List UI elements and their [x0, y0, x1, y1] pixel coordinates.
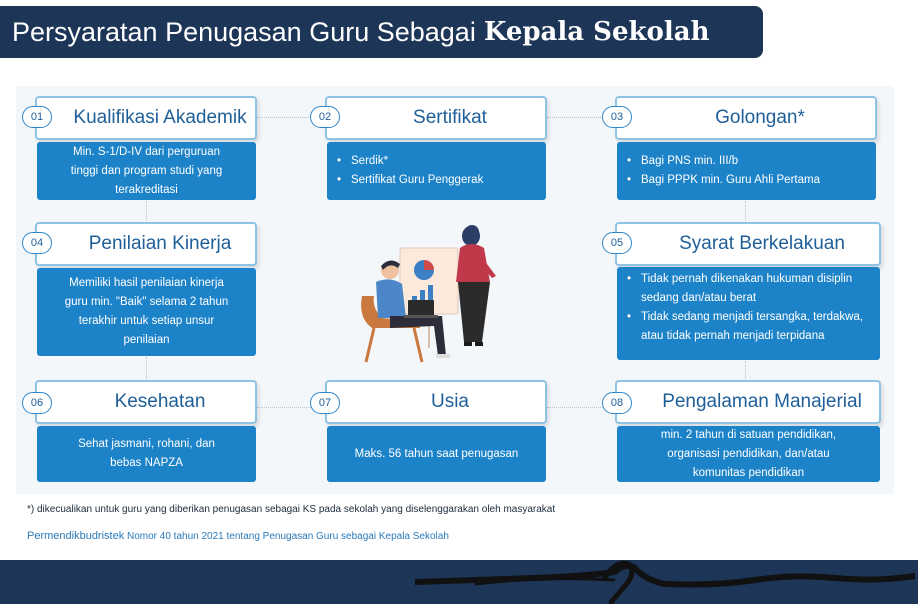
source-reference: [27, 530, 449, 542]
card-body-penilaian-kinerja: [37, 268, 256, 356]
card-text-line: Sehat jasmani, rohani, dan: [78, 438, 215, 450]
card-number: 05: [602, 232, 632, 254]
page-title: [0, 6, 763, 58]
card-body-kesehatan: [37, 426, 256, 482]
card-text-line: terakreditasi: [115, 183, 178, 196]
card-bullet: • Bagi PNS min. III/b: [627, 152, 876, 171]
connector: [745, 201, 746, 221]
card-text-line: Min. S-1/D-IV dari perguruan: [72, 145, 220, 158]
connector: [745, 361, 746, 379]
title-regular: Persyaratan Penugasan Guru Sebagai: [12, 16, 476, 47]
card-number: 04: [22, 232, 52, 254]
card-heading-penilaian-kinerja: Penilaian Kinerja: [35, 222, 257, 266]
card-number: 06: [22, 392, 52, 414]
card-text-line: min. 2 tahun di satuan pendidikan,: [660, 428, 837, 441]
card-heading-pengalaman-manajerial: Pengalaman Manajerial: [615, 380, 881, 424]
source-rest: Nomor 40 tahun 2021 tentang Penugasan Guru sebagai Kepala Sekolah: [127, 531, 449, 542]
card-text-line: bebas NAPZA: [110, 457, 183, 469]
card-text-line: komunitas pendidikan: [692, 466, 805, 479]
card-text-line: Maks. 56 tahun saat penugasan: [354, 447, 519, 460]
card-number: 08: [602, 392, 632, 414]
card-heading-kesehatan: Kesehatan: [35, 380, 257, 424]
footnote: *) dikecualikan untuk guru yang diberikan penugasan sebagai KS pada sekolah yang diselenggarakan oleh masyarakat: [27, 504, 556, 515]
source-lead: Permendikbudristek: [27, 530, 125, 542]
card-heading-usia: Usia: [325, 380, 547, 424]
card-text-line: penilaian: [123, 334, 170, 346]
signature-scribble: [415, 558, 915, 604]
card-number: 02: [310, 106, 340, 128]
card-number: 07: [310, 392, 340, 414]
card-heading-kualifikasi-akademik: Kualifikasi Akademik: [35, 96, 257, 140]
card-text-line: guru min. "Baik" selama 2 tahun: [64, 296, 229, 308]
card-bullet: • Tidak sedang menjadi tersangka, terdakwa, atau tidak pernah menjadi terpidana: [627, 308, 872, 346]
card-text-line: terakhir untuk setiap unsur: [78, 315, 215, 327]
people-presentation-illustration: [350, 218, 510, 368]
card-body-pengalaman-manajerial: [617, 426, 880, 482]
card-heading-sertifikat: Sertifikat: [325, 96, 547, 140]
card-heading-syarat-berkelakuan: Syarat Berkelakuan: [615, 222, 881, 266]
connector: [146, 357, 147, 379]
card-bullet: • Serdik*: [337, 152, 546, 171]
title-bold: Kepala Sekolah: [483, 17, 710, 47]
connector: [146, 201, 147, 221]
card-bullet: • Tidak pernah dikenakan hukuman disiplin sedang dan/atau berat: [627, 270, 872, 308]
card-number: 01: [22, 106, 52, 128]
card-bullet: • Sertifikat Guru Penggerak: [337, 171, 546, 190]
card-body-syarat-berkelakuan: [617, 267, 880, 360]
card-body-usia: [327, 426, 546, 482]
card-text-line: tinggi dan program studi yang: [70, 164, 223, 177]
card-body-kualifikasi-akademik: [37, 142, 256, 200]
card-body-sertifikat: [327, 142, 546, 200]
card-heading-golongan: Golongan*: [615, 96, 877, 140]
card-text-line: organisasi pendidikan, dan/atau: [667, 447, 830, 460]
card-body-golongan: [617, 142, 876, 200]
card-number: 03: [602, 106, 632, 128]
card-text-line: Memiliki hasil penilaian kinerja: [69, 277, 224, 289]
card-bullet: • Bagi PPPK min. Guru Ahli Pertama: [627, 171, 876, 190]
